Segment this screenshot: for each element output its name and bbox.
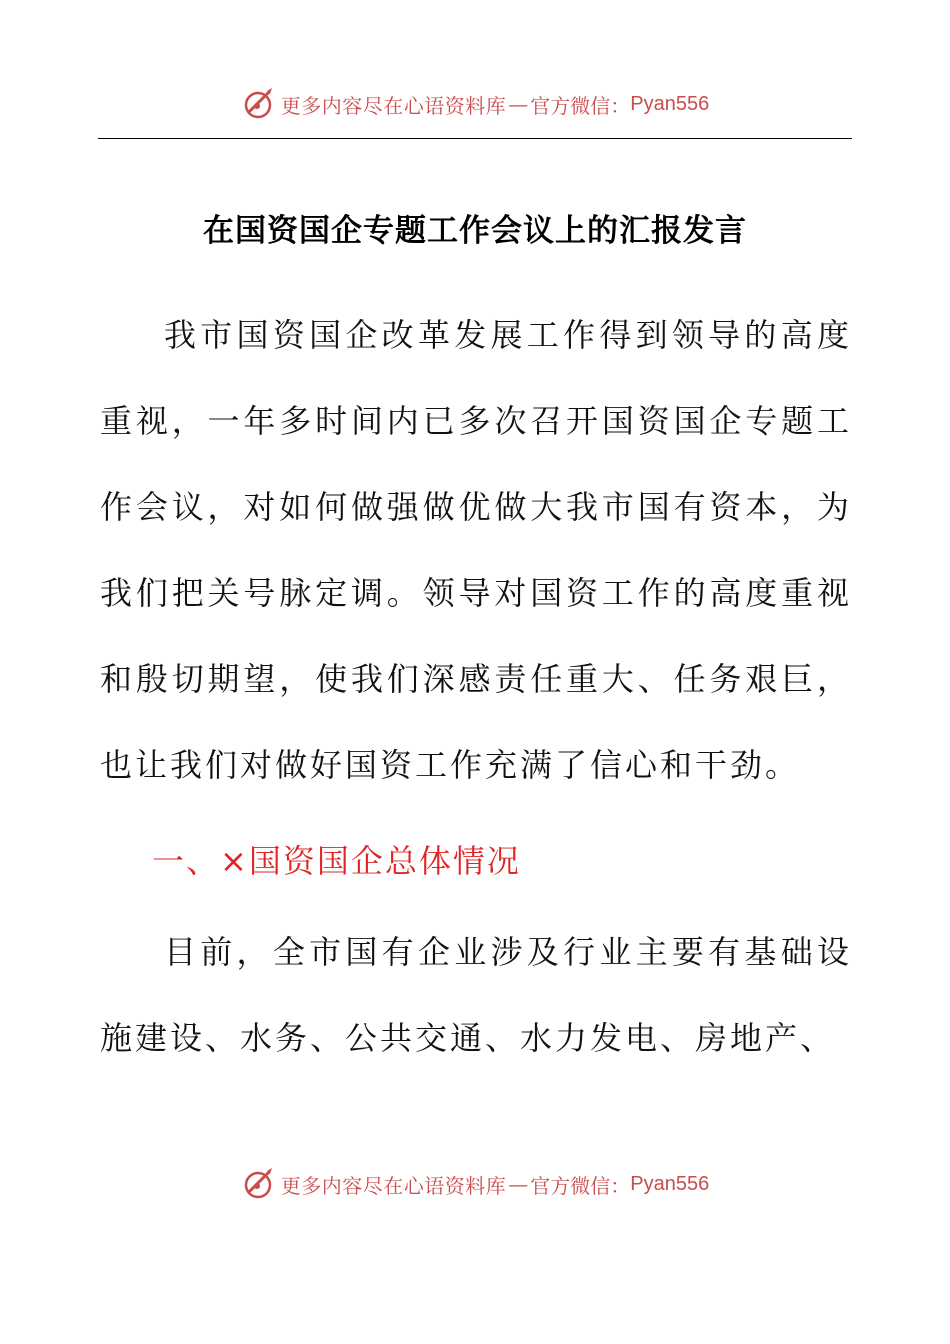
promo-text: 更多内容尽在心语资料库 [280, 93, 507, 118]
document-title: 在国资国企专题工作会议上的汇报发言 [203, 213, 747, 249]
promo-dash: — [508, 92, 529, 116]
wechat-id: Pyan556 [630, 92, 710, 115]
wechat-label: 官方微信： [530, 93, 631, 118]
paragraph-intro: 我市国资国企改革发展工作得到领导的高度重视，一年多时间内已多次召开国资国企专题工作会议，对如何做强做优做大我市国有资本，为我们把关号脉定调。领导对国资工作的高度重视和殷切期望，使我们深感责任重大、任务艰巨，也让我们对做好国资工作充满了信心和干劲。 [100, 316, 852, 784]
paragraph-overview: 目前，全市国有企业涉及行业主要有基础设施建设、水务、公共交通、水力发电、房地产、 [100, 933, 852, 1057]
header-rule [98, 138, 852, 139]
pen-logo-icon [241, 86, 277, 122]
section-heading-1: 一、×国资国企总体情况 [152, 842, 521, 880]
promo-text: 更多内容尽在心语资料库 [280, 1173, 507, 1198]
wechat-id: Pyan556 [630, 1172, 710, 1195]
pen-logo-icon [241, 1166, 277, 1202]
header-banner [0, 82, 950, 126]
wechat-label: 官方微信： [530, 1173, 631, 1198]
footer-banner [0, 1162, 950, 1206]
promo-dash: — [508, 1172, 529, 1196]
